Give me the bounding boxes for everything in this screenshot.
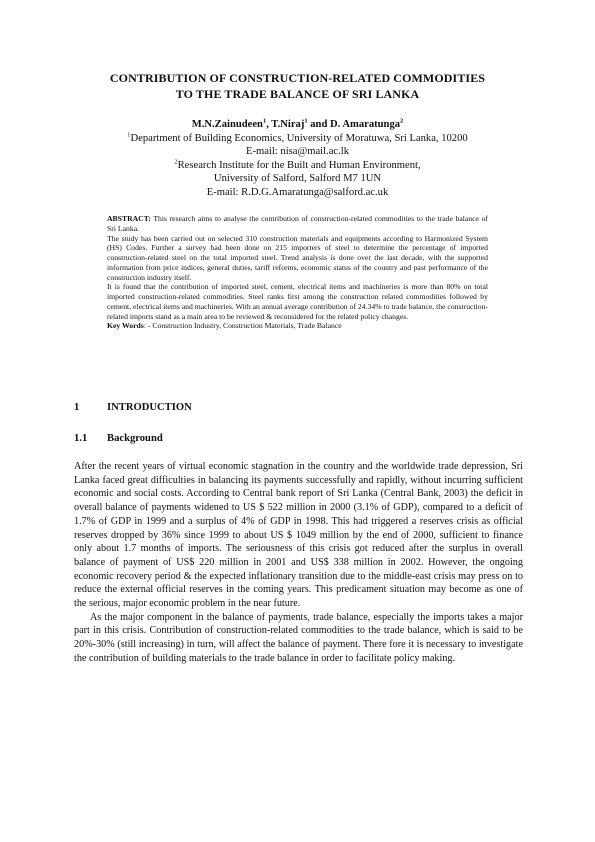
section-number: 1 xyxy=(74,402,80,413)
title-line-2: TO THE TRADE BALANCE OF SRI LANKA xyxy=(175,87,420,101)
author-1-affiliation-mark: 1 xyxy=(262,117,267,125)
author-2-affiliation-mark: 1 xyxy=(304,117,308,125)
abstract-label: ABSTRACT: xyxy=(107,214,151,223)
abstract-text-1: This research aims to analyse the contribution of construction-related commodities to the trade balance of Sri Lanka. xyxy=(107,214,488,233)
email-1: E-mail: nisa@mail.ac.lk xyxy=(245,146,349,158)
author-3-affiliation-mark: 2 xyxy=(400,117,404,125)
subsection-number: 1.1 xyxy=(74,433,88,444)
affiliation-2-line-2: University of Salford, Salford M7 1UN xyxy=(213,173,382,185)
abstract-paragraph-1 xyxy=(107,214,488,234)
affiliation-1 xyxy=(40,132,555,146)
abstract-paragraph-2: The study has been carried out on selected 310 construction materials and equipments according to Harmonized System (HS) Codes. Further a survey had been done on 215 importers of steel to determine the percentage of imported construction-related steel on the total imported steel. Trend analysis is done over the last decade, with the supported information from price indices, general duties, tariff reforms, economic status of the country and past performance of the construction industry itself. xyxy=(107,233,488,282)
author-separator: , xyxy=(266,119,272,130)
author-2: T.Niraj xyxy=(271,119,305,130)
body-paragraph-1: After the recent years of virtual economic stagnation in the country and the worldwide trade depression, Sri Lanka faced great difficulties in balancing its payments successfully and rapidly, without incurring sufficient economic and social costs. According to Central bank report of Sri Lanka (Central Bank, 2003) the deficit in overall balance of payments widened to US $ 522 million in 2000 (3.1% of GDP), compared to a deficit of 1.7% of GDP in 1999 and a surplus of 4% of GDP in 1998. This had triggered a reserves crisis as official reserves dropped by 36% since 1999 to about US $ 1049 million by the end of 2000, sufficient to finance only about 1.7 months of imports. The seriousness of this crisis got reduced after the surplus in overall balance of payment of US$ 220 million in 2001 and US$ 338 million in 2002. However, the ongoing economic recovery period & the expected inflationary transition due to the middle-east crisis may press on to reduce the external official reserves in the coming years. This predicament situation may become as one of the serious, major economic problem in the near future. xyxy=(74,461,523,610)
paper-title xyxy=(40,70,555,102)
affiliation-1-text: Department of Building Economics, University of Moratuwa, Sri Lanka, 10200 xyxy=(130,132,468,144)
subsection-title: Background xyxy=(107,433,163,444)
abstract xyxy=(107,214,488,331)
keywords-text: : - Construction Industry, Construction Materials, Trade Balance xyxy=(143,321,342,331)
affiliation-1-mark: 1 xyxy=(127,131,131,139)
author-1: M.N.Zainudeen xyxy=(191,119,263,130)
abstract-paragraph-3: It is found that the contribution of imported steel, cement, electrical items and machineries is more than 80% on total imported construction-related commodities. Steel ranks first among the construction related commodities followed by cement, electrical items and machineries. With an annual average contribution of 24.34% to trade balance, the construction-related imports stand as a main area to be reviewed & reconsidered for the related policy changes. xyxy=(107,282,488,321)
author-names xyxy=(40,118,555,132)
author-separator-and: and xyxy=(307,119,330,130)
affiliation-2-mark: 2 xyxy=(174,158,178,166)
body-paragraph-2: As the major component in the balance of payments, trade balance, especially the imports takes a major part in this crisis. Contribution of construction-related commodities to the trade balance, which is said to be 20%-30% (still increasing) in turn, will affect the balance of payment. There fore it is necessary to investigate the contribution of building materials to the trade balance in order to facilitate policy making. xyxy=(74,611,523,664)
affiliation-2 xyxy=(40,159,555,173)
section-title: INTRODUCTION xyxy=(107,402,192,413)
title-line-1: CONTRIBUTION OF CONSTRUCTION-RELATED COMMODITIES xyxy=(109,71,486,85)
subsection-heading-background xyxy=(74,433,163,444)
email-2: E-mail: R.D.G.Amaratunga@salford.ac.uk xyxy=(206,186,389,198)
keywords-label: Key Words xyxy=(107,321,144,331)
author-block xyxy=(40,118,555,200)
keywords xyxy=(107,321,488,331)
affiliation-2-line-1: Research Institute for the Built and Human Environment, xyxy=(177,159,421,171)
author-3: D. Amaratunga xyxy=(330,119,401,130)
section-heading-introduction xyxy=(74,402,192,413)
body-text xyxy=(74,460,523,666)
